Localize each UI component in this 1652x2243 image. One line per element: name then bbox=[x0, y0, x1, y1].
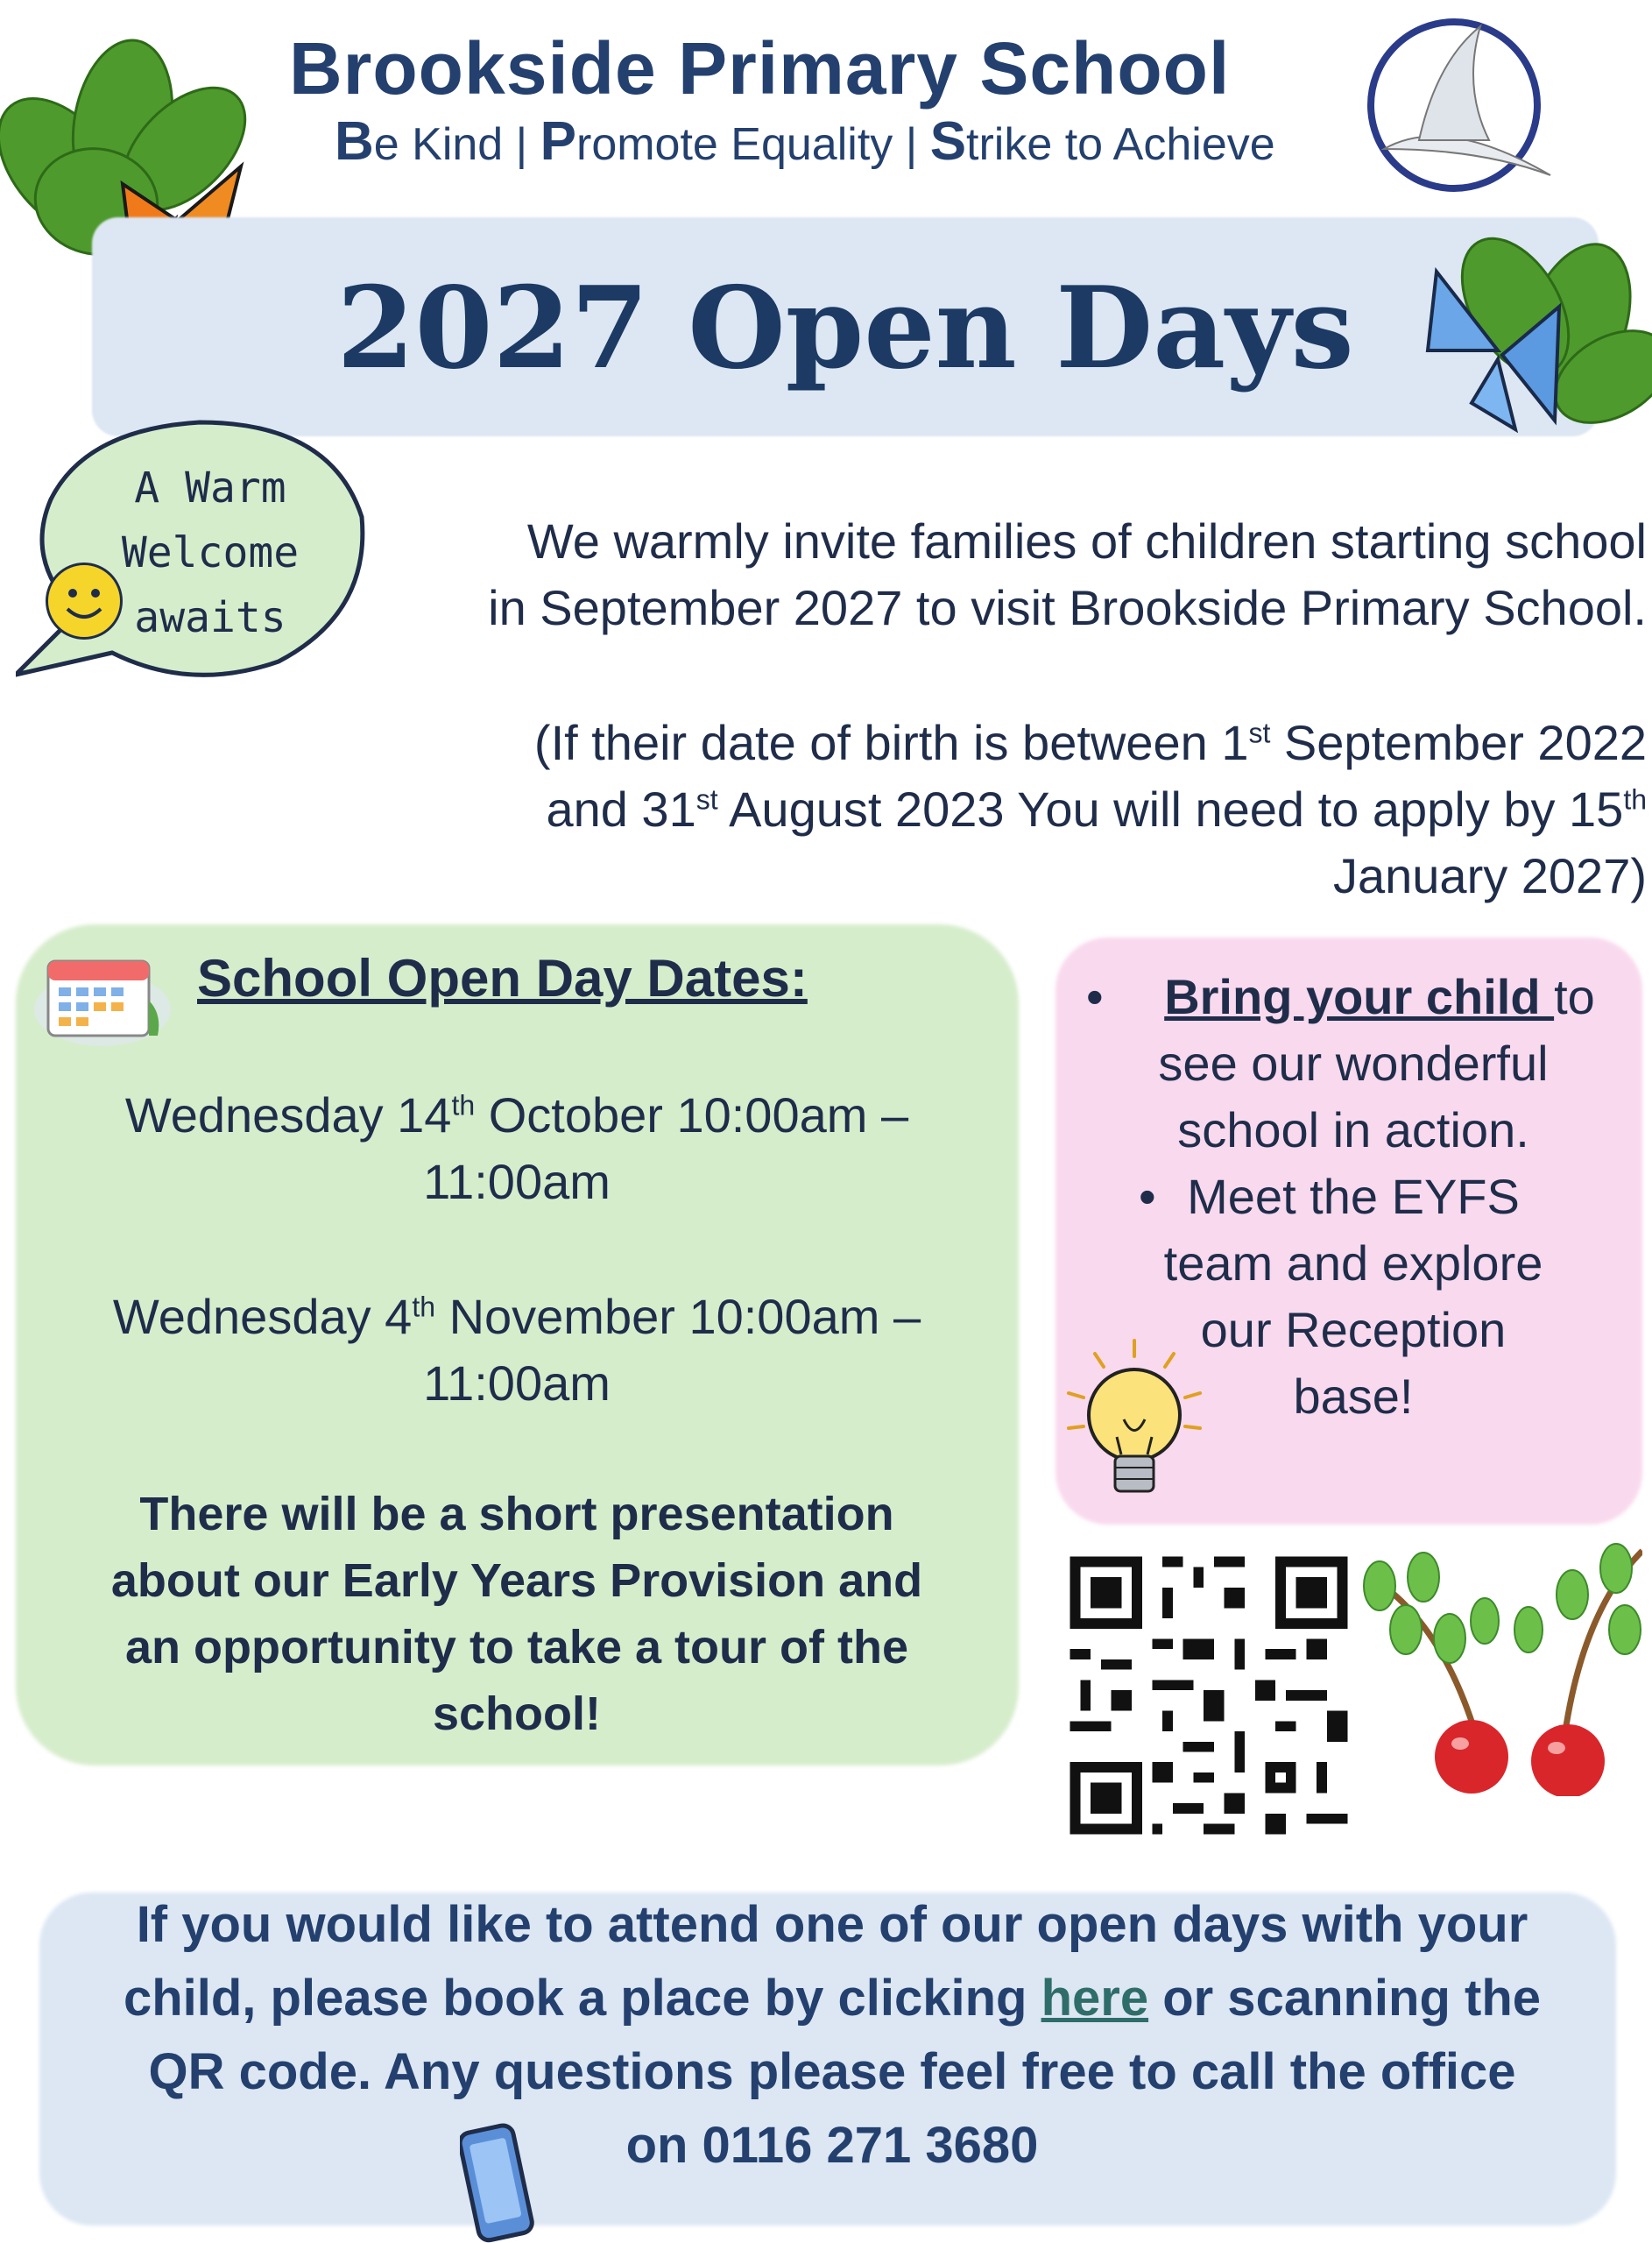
highlight-1-text-2: see our wonderful bbox=[1158, 1036, 1549, 1091]
date-2-day: Wednesday 4 bbox=[112, 1289, 413, 1344]
open-day-date-2 bbox=[53, 1284, 981, 1417]
presentation-note bbox=[53, 1481, 981, 1747]
highlight-1-text-1: to bbox=[1554, 969, 1595, 1024]
bird-logo-icon bbox=[1349, 9, 1559, 193]
motto-initial-b: B bbox=[335, 111, 374, 172]
bubble-line-2: Welcome bbox=[121, 528, 300, 577]
booking-text bbox=[61, 1888, 1603, 2183]
bubble-text bbox=[114, 456, 307, 650]
booking-line-2b: or scanning the bbox=[1148, 1970, 1542, 2027]
apple-tree-icon bbox=[1353, 1533, 1642, 1796]
motto-text-2: romote Equality | bbox=[576, 119, 930, 170]
dates-heading: School Open Day Dates: bbox=[197, 949, 808, 1008]
booking-line-1: If you would like to attend one of our open days with your bbox=[136, 1896, 1528, 1953]
date-1-end: 11:00am bbox=[423, 1154, 611, 1209]
motto-text-3: trike to Achieve bbox=[966, 119, 1275, 170]
bullet-dot: • bbox=[1086, 969, 1104, 1024]
eligibility-text-2: September 2022 bbox=[1270, 715, 1647, 770]
presentation-line-1: There will be a short presentation bbox=[139, 1488, 894, 1540]
highlight-1-text-3: school in action. bbox=[1177, 1102, 1529, 1157]
phone-icon bbox=[460, 2120, 539, 2243]
calendar-icon bbox=[31, 948, 175, 1049]
intro-line-2: in September 2027 to visit Brookside Primary School. bbox=[488, 580, 1647, 635]
lightbulb-icon bbox=[1055, 1332, 1213, 1516]
eligibility-text-1: (If their date of birth is between 1 bbox=[533, 715, 1249, 770]
butterfly-blue-icon bbox=[1401, 219, 1652, 447]
eligibility-text-3: and 31 bbox=[546, 782, 696, 837]
highlight-2-text-1: Meet the EYFS bbox=[1187, 1169, 1520, 1224]
date-2-time: November 10:00am – bbox=[435, 1289, 921, 1344]
bubble-line-3: awaits bbox=[134, 593, 286, 642]
page-title: 2027 Open Days bbox=[336, 263, 1354, 394]
bullet-dot: • bbox=[1139, 1169, 1156, 1224]
eligibility-sup-3: th bbox=[1623, 783, 1647, 816]
eligibility-text-4: August 2023 You will need to apply by 15 bbox=[717, 782, 1624, 837]
eligibility-text-5: January 2027) bbox=[1332, 848, 1647, 903]
highlight-2-text-2: team and explore bbox=[1163, 1235, 1543, 1291]
motto-initial-p: P bbox=[540, 111, 576, 172]
presentation-line-3: an opportunity to take a tour of the bbox=[125, 1621, 908, 1673]
highlight-2-text-4: base! bbox=[1293, 1369, 1414, 1424]
booking-phone: on 0116 271 3680 bbox=[625, 2117, 1039, 2174]
intro-paragraph bbox=[377, 508, 1647, 641]
date-1-day: Wednesday 14 bbox=[124, 1087, 452, 1143]
highlight-item-1 bbox=[1077, 964, 1629, 1164]
date-2-sup: th bbox=[412, 1291, 436, 1323]
highlight-1-bold: Bring your child bbox=[1164, 969, 1555, 1024]
presentation-line-2: about our Early Years Provision and bbox=[110, 1554, 923, 1607]
motto-initial-s: S bbox=[929, 111, 967, 172]
date-1-time: October 10:00am – bbox=[475, 1087, 909, 1143]
school-name: Brookside Primary School bbox=[289, 27, 1231, 110]
date-2-end: 11:00am bbox=[423, 1355, 611, 1411]
date-1-sup: th bbox=[451, 1089, 476, 1122]
highlight-2-text-3: our Reception bbox=[1200, 1302, 1507, 1357]
bubble-line-1: A Warm bbox=[134, 463, 286, 513]
booking-line-2a: child, please book a place by clicking bbox=[123, 1970, 1041, 2027]
qr-code[interactable] bbox=[1060, 1546, 1358, 1844]
booking-link[interactable]: here bbox=[1041, 1970, 1149, 2027]
booking-line-3: QR code. Any questions please feel free to call the office bbox=[148, 2043, 1516, 2100]
motto-text-1: e Kind | bbox=[373, 119, 540, 170]
open-day-date-1 bbox=[53, 1082, 981, 1215]
presentation-line-4: school! bbox=[432, 1688, 601, 1740]
eligibility-sup-1: st bbox=[1248, 717, 1271, 749]
smiley-icon bbox=[46, 563, 123, 640]
school-motto bbox=[335, 110, 1275, 173]
intro-line-1: We warmly invite families of children starting school bbox=[526, 513, 1647, 569]
eligibility-sup-2: st bbox=[695, 783, 718, 816]
eligibility-note bbox=[377, 710, 1647, 909]
